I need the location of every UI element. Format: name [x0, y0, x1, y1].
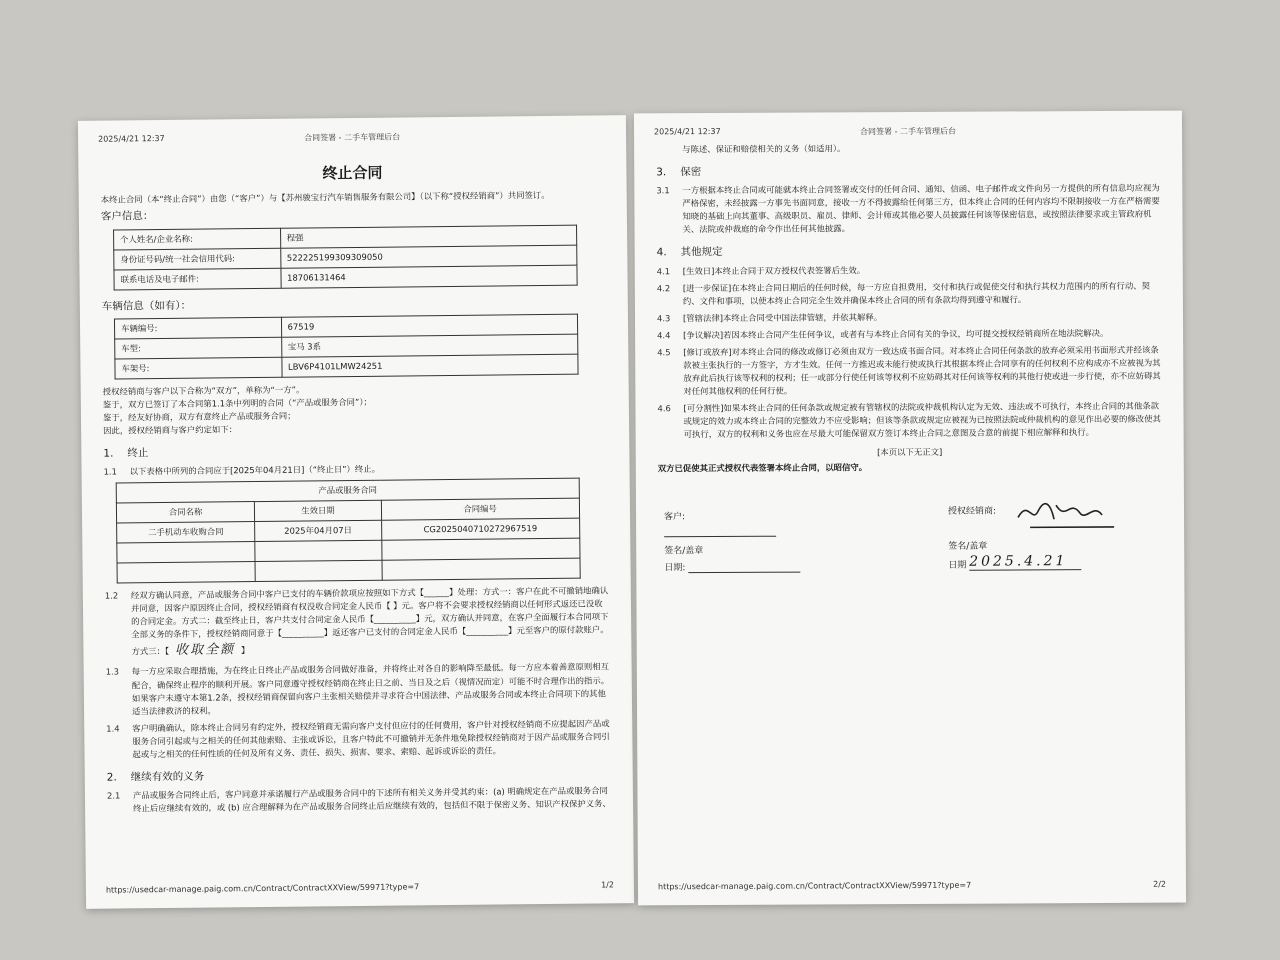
clause-text: 产品或服务合同终止后，客户同意并承诺履行产品或服务合同中的下述所有相关义务并受其约束：(a) 明确规定在产品或服务合同终止后应继续有效的，或 (b) 应合理解释为在产品或服务合同终止后应继续有效的，包括但不限于保密义务、知识产权保护义务、: [132, 785, 611, 814]
recital-line: 鉴于，双方已签订了本合同第1.1条中列明的合同（“产品或服务合同”）；: [102, 396, 372, 410]
row-value: 522225199309309050: [280, 245, 576, 268]
witness-statement: 双方已促使其正式授权代表签署本终止合同，以昭信守。: [657, 462, 868, 474]
clause-3-1: [656, 182, 1160, 237]
table-cell: [117, 542, 255, 563]
customer-date-label: 日期:: [664, 563, 686, 574]
table-cell: [381, 538, 579, 560]
page-2-body: [656, 141, 1162, 475]
clause-4-2: [657, 279, 1161, 308]
clause-number: 1.4: [106, 723, 120, 734]
footer-url: https://usedcar-manage.paig.com.cn/Contract/ContractXXView/59971?type=7: [105, 882, 420, 895]
intro-paragraph: 本终止合同（本“终止合同”）由您（“客户”）与【苏州骏宝行汽车销售服务有限公司】（以下称“授权经销商”）共同签订。: [100, 190, 550, 205]
table-cell: [117, 562, 255, 583]
column-header: 合同编号: [381, 498, 579, 520]
row-value: LBV6P4101LMW24251: [281, 354, 577, 377]
clause-1-2: [105, 585, 610, 662]
clause-number: 1.3: [105, 666, 120, 678]
row-value: 67519: [281, 314, 577, 337]
dealer-date-label: 日期: [948, 560, 967, 571]
dealer-handwritten-date: 2025.4.21: [969, 553, 1081, 571]
continued-text: 与陈述、保证和赔偿相关的义务（如适用）。: [682, 143, 846, 155]
table-row: [117, 558, 580, 583]
column-header: 合同名称: [116, 502, 254, 523]
clause-number: 1.2: [104, 590, 119, 601]
customer-date-line: [688, 562, 800, 574]
blank-note: [本页以下无正文]: [877, 446, 943, 457]
clause-text: [修订或放弃]对本终止合同的修改或修订必须由双方一致达成书面合同。对本终止合同任何条款的放弃必须采用书面形式并经该条款被主张执行的一方签字，方才生效。任何一方推迟或未能行使或执行其根据本终止合同享有的任何权利不应构成亦不应被视为其放弃此后执行该等权利的权利；任一或部分行使任何该等权利不应妨碍其对任何该等权利的其他行使或进一步行使，亦不应妨碍其对任何其他权利的任何行使。: [683, 344, 1161, 396]
clause-text: 经双方确认同意，产品或服务合同中客户已支付的车辆价款项应按照如下方式【______】处理：方式一：客户在此不可撤销地确认并同意，因客户原因终止合同，授权经销商有权没收合同定金人民币【 】元。客户将不会要求授权经销商以任何形式返还已没收的合同定金。方式二：截至终止日，客户共支付合同定金人民币【__________】元，双方确认并同意，在客户全面履行本合同项下全部义务的条件下，授权经销商同意于【__________】返还客户已支付的合同定金人民币【__________】元至客户的原付款账户。方式三：【 收取全额 】: [130, 585, 609, 659]
clause-4-5: [657, 343, 1161, 398]
page-number: 1/2: [600, 880, 614, 890]
clause-number: 4.6: [657, 403, 671, 414]
section-number: 3.: [656, 166, 667, 179]
clause-text: 客户明确确认，除本终止合同另有约定外，授权经销商无需向客户支付但应付的任何费用，客户针对授权经销商不应提起因产品或服务合同引起或与之相关的任何其他索赔、主张或诉讼，且客户特此不可撤销并无条件地免除授权经销商对于因产品或服务合同引起或与之相关的任何性质的任何及所有义务、责任、损失、损害、要求、索赔、起诉或诉讼的责任。: [132, 717, 610, 759]
section-number: 4.: [656, 246, 667, 259]
recital-line: 鉴于，经友好协商，双方有意终止产品或服务合同；: [102, 410, 296, 423]
clause-number: 1.1: [103, 466, 117, 477]
contract-page-2: [634, 111, 1186, 906]
customer-line: [664, 522, 776, 538]
table-cell: [255, 541, 382, 562]
recital-line: 授权经销商与客户以下合称为“双方”，单称为“一方”。: [102, 384, 305, 397]
row-label: 身份证号码/统一社会信用代码:: [114, 248, 281, 270]
dealer-signature-scribble: [1010, 493, 1120, 534]
clause-4-1: [657, 262, 1161, 278]
contract-page-1: [78, 115, 634, 909]
row-value: 宝马 3系: [281, 334, 577, 357]
section-3-heading: [656, 162, 1160, 181]
clause-text: [可分割性]如果本终止合同的任何条款或规定被有管辖权的法院或仲裁机构认定为无效、违法或不可执行，本终止合同的其他条款或规定的效力或本终止合同的完整效力不应受影响；但该等条款或规定应被视为已按照法院或仲裁机构的意见作出必要的修改使其可执行，双方的权利和义务也应在尽最大可能保留双方签订本终止合同之意图及合意的前提下相应解释和执行。: [683, 400, 1161, 439]
clause-text: [生效日]本终止合同于双方授权代表签署后生效。: [682, 264, 866, 276]
table-cell: [382, 558, 580, 580]
page-1-body: [100, 159, 611, 819]
document-title: 终止合同: [322, 163, 383, 183]
table-caption: 产品或服务合同: [116, 478, 579, 503]
clause-text: 每一方应采取合理措施，为在终止日终止产品或服务合同做好准备，并将终止对各自的影响降至最低。每一方应本着善意原则相互配合，确保终止程序的顺利开展。客户同意遵守授权经销商在终止日之前、当日及之后（视情况而定）可能不时合理作出的指示。如果客户未遵守本第1.2条，授权经销商保留向客户主张相关赔偿并寻求符合中国法律、产品或服务合同或本终止合同项下的其他适当法律救济的权利。: [131, 661, 610, 716]
print-header-title: 合同签署 - 二手车管理后台: [304, 132, 401, 143]
row-label: 个人姓名/企业名称:: [114, 228, 281, 250]
print-header-title: 合同签署 - 二手车管理后台: [860, 126, 957, 137]
section-number: 1.: [103, 447, 114, 460]
row-value: 18706131464: [280, 265, 576, 288]
clause-4-3: [657, 309, 1161, 325]
clause-text: 一方根据本终止合同或可能就本终止合同签署或交付的任何合同、通知、信函、电子邮件或文件向另一方提供的所有信息均应视为严格保密，未经披露一方事先书面同意，接收一方不得披露给任何第三方，但本终止合同的任何内容均不限制接收一方在严格需要知晓的基础上向其董事、高级职员、雇员、律师、会计师或其他必要人员披露任何该等保密信息，或按照法律要求或主管政府机关、法院或仲裁庭的命令作出任何其他披露。: [682, 182, 1160, 235]
clause-number: 4.4: [657, 329, 671, 340]
clause-2-1: [107, 784, 611, 815]
dealer-label: 授权经销商:: [947, 506, 997, 517]
clause-1-1: [104, 461, 608, 479]
table-row: [114, 265, 577, 290]
recital-line: 因此，授权经销商与客户约定如下：: [103, 424, 238, 436]
table-cell: 二手机动车收购合同: [117, 522, 255, 543]
contract-list-table: [116, 478, 581, 584]
clause-text: 以下表格中所列的合同应于[2025年04月21日]（“终止日”）终止。: [129, 463, 381, 477]
column-header: 生效日期: [255, 500, 382, 521]
section-title: 其他规定: [680, 246, 723, 259]
dealer-signature-block: [948, 503, 1081, 571]
clause-4-6: [657, 399, 1161, 441]
row-label: 车辆编号:: [114, 317, 281, 339]
clause-text: [管辖法律]本终止合同受中国法律管辖，并依其解释。: [682, 311, 883, 323]
section-title: 终止: [127, 447, 149, 460]
section-1-heading: [103, 440, 607, 462]
print-timestamp: 2025/4/21 12:37: [98, 133, 165, 144]
table-cell: [255, 561, 382, 582]
clause-1-3: [106, 661, 611, 718]
print-timestamp: 2025/4/21 12:37: [654, 126, 721, 137]
clause-number: 4.2: [656, 282, 671, 293]
table-row: [115, 354, 578, 379]
section-4-heading: [657, 242, 1161, 261]
section-number: 2.: [106, 771, 117, 784]
clause-number: 4.5: [657, 346, 671, 358]
clause-4-4: [657, 326, 1161, 342]
clause-text: [进一步保证]在本终止合同日期后的任何时候，每一方应自担费用，交付和执行或促使交付和执行其权力范围内的所有行动、契约、文件和事项，以使本终止合同完全生效并确保本终止合同的所有条款均得到遵守和履行。: [682, 280, 1151, 306]
section-4-clauses: [657, 262, 1162, 441]
section-2-heading: [107, 764, 611, 786]
dealer-sign-label: 签名/盖章: [948, 541, 988, 552]
customer-signature-block: [664, 509, 800, 574]
vehicle-info-table: [114, 314, 578, 380]
clause-number: 3.1: [656, 185, 670, 196]
customer-sign-label: 签名/盖章: [664, 546, 704, 557]
clause-text: [争议解决]若因本终止合同产生任何争议，或者有与本终止合同有关的争议，均可提交授权经销商所在地法院解决。: [683, 327, 1109, 340]
row-label: 车型:: [115, 337, 282, 359]
recitals: [103, 380, 608, 437]
page-number: 2/2: [1153, 879, 1166, 889]
row-label: 车架号:: [115, 357, 282, 379]
section-title: 保密: [680, 166, 702, 179]
table-cell: 2025年04月07日: [255, 521, 382, 542]
row-label: 联系电话及电子邮件:: [114, 268, 281, 290]
clause-number: 4.1: [656, 265, 671, 276]
customer-info-table: [113, 224, 577, 290]
clause-number: 4.3: [656, 312, 671, 323]
footer-url: https://usedcar-manage.paig.com.cn/Contract/ContractXXView/59971?type=7: [657, 880, 972, 892]
customer-info-heading: 客户信息：: [100, 210, 154, 223]
section-title: 继续有效的义务: [130, 770, 205, 783]
table-cell: CG2025040710272967519: [381, 518, 579, 540]
clause-1-4: [106, 717, 610, 761]
row-value: 程强: [280, 225, 576, 248]
clause-number: 2.1: [106, 790, 121, 801]
vehicle-info-heading: 车辆信息（如有）：: [101, 299, 192, 313]
handwritten-option-3: 收取全额: [175, 642, 236, 659]
clause-body: 经双方确认同意，产品或服务合同中客户已支付的车辆价款项应按照如下方式【______】处理：方式一：客户在此不可撤销地确认并同意，因客户原因终止合同，授权经销商有权没收合同定金人民币【 】元。客户将不会要求授权经销商以任何形式返还已没收的合同定金。方式二：截至终止日，客户共支付合同定金人民币【__________】元，双方确认并同意，在客户全面履行本合同项下全部义务的条件下，授权经销商同意于【__________】返还客户已支付的合同定金人民币【__________】元至客户的原付款账户。方式三：【: [130, 585, 609, 657]
customer-label: 客户:: [664, 512, 686, 523]
